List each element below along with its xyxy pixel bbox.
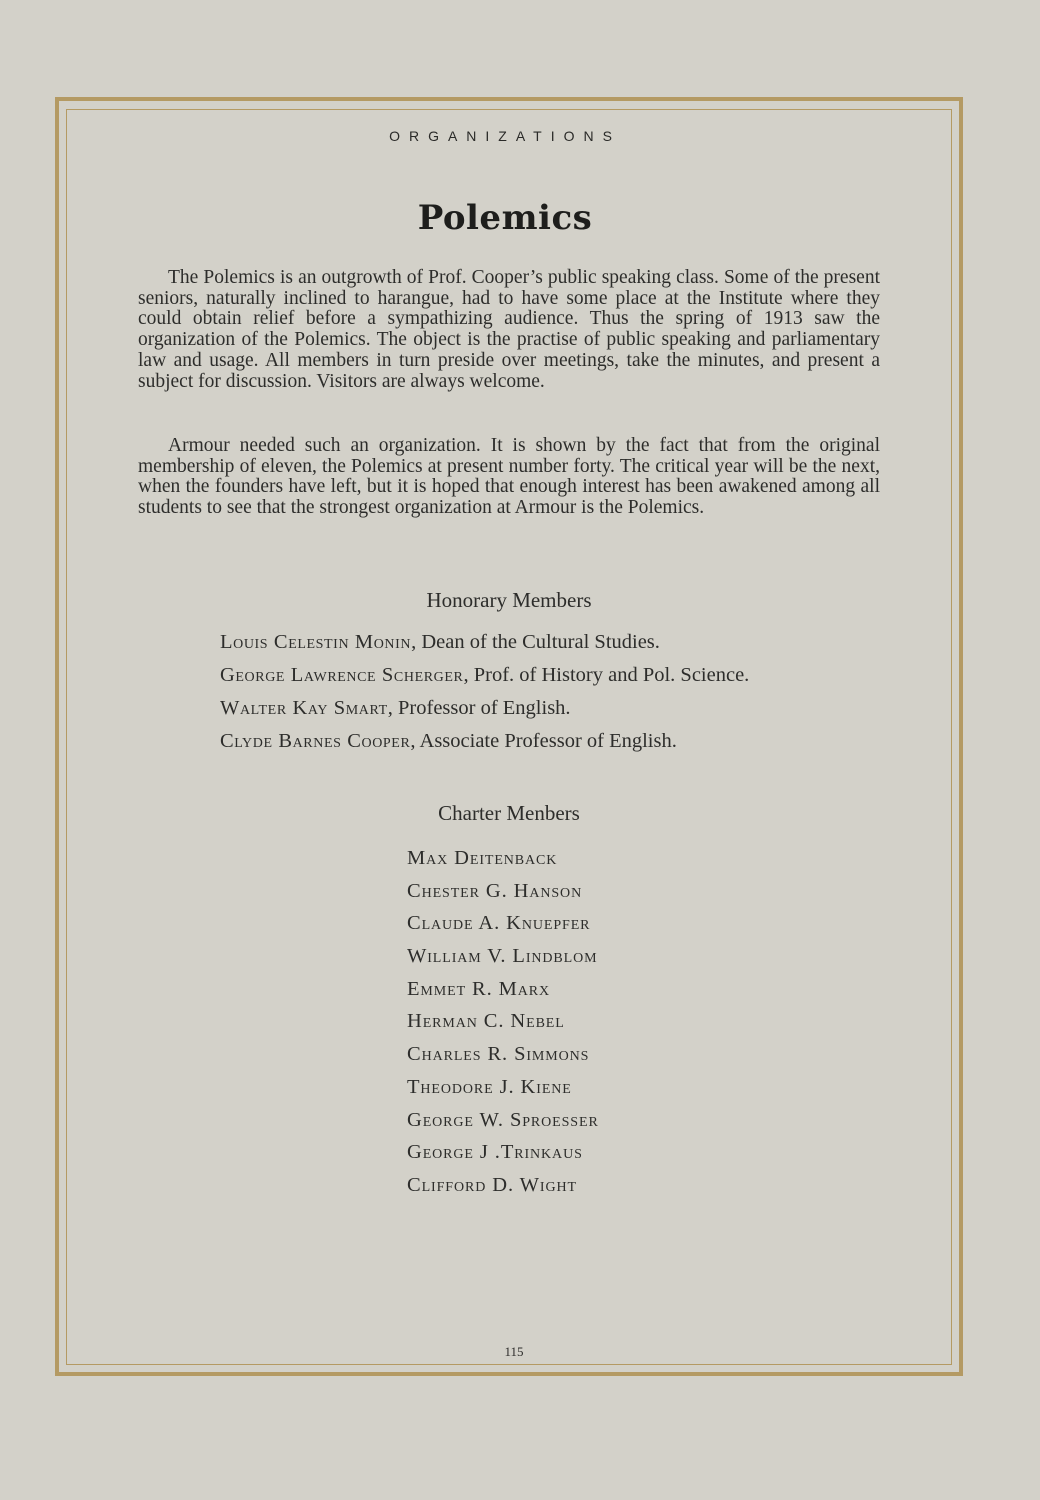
charter-member: Chester G. Hanson	[407, 879, 583, 902]
page-number: 115	[504, 1344, 524, 1359]
body-paragraph-2	[138, 436, 880, 519]
member-role: , Prof. of History and Pol. Science.	[463, 664, 750, 686]
member-name: Clyde Barnes Cooper	[220, 730, 411, 752]
charter-member: George W. Sproesser	[407, 1108, 599, 1131]
paragraph-text: Armour needed such an organization. It is shown by the fact that from the original membership of eleven, the Polemics at present number forty. The critical year will be the next, when the founders have left, but it is hoped that enough interest has been awakened among all students to see that the strongest organization at Armour is the Polemics.	[138, 435, 880, 519]
member-role: , Associate Professor of English.	[410, 730, 677, 752]
charter-member: Claude A. Knuepfer	[407, 912, 591, 935]
section-header: ORGANIZATIONS	[389, 128, 621, 144]
charter-members-list	[407, 846, 667, 1206]
page-title: Polemics	[417, 198, 593, 238]
member-name: Walter Kay Smart	[220, 697, 388, 719]
charter-member: William V. Lindblom	[407, 945, 598, 968]
honorary-member	[220, 696, 860, 729]
charter-member: Clifford D. Wight	[407, 1173, 577, 1196]
charter-member: Emmet R. Marx	[407, 977, 551, 1000]
charter-member: Theodore J. Kiene	[407, 1075, 572, 1098]
honorary-members-heading: Honorary Members	[426, 588, 592, 612]
paragraph-text: The Polemics is an outgrowth of Prof. Cooper’s public speaking class. Some of the present seniors, naturally inclined to harangue, had to have some place at the Institute where they could obtain relief before a sympathizing audience. Thus the spring of 1913 saw the organization of the Polemics. The object is the practise of public speaking and parliamentary law and usage. All members in turn preside over meetings, take the minutes, and present a subject for discussion. Visitors are always welcome.	[138, 267, 880, 392]
honorary-member	[220, 663, 860, 696]
honorary-member	[220, 729, 860, 762]
member-role: , Professor of English.	[387, 697, 571, 719]
member-name: George Lawrence Scherger	[220, 664, 464, 686]
charter-member: Max Deitenback	[407, 847, 558, 869]
body-paragraph-1	[138, 268, 880, 392]
member-role: , Dean of the Cultural Studies.	[411, 631, 660, 653]
honorary-member	[220, 630, 860, 663]
member-name: Louis Celestin Monin	[220, 631, 412, 653]
charter-member: George J .Trinkaus	[407, 1141, 583, 1164]
charter-members-heading: Charter Menbers	[438, 801, 580, 825]
charter-member: Herman C. Nebel	[407, 1010, 565, 1033]
honorary-members-list	[220, 630, 860, 762]
charter-member: Charles R. Simmons	[407, 1043, 590, 1066]
